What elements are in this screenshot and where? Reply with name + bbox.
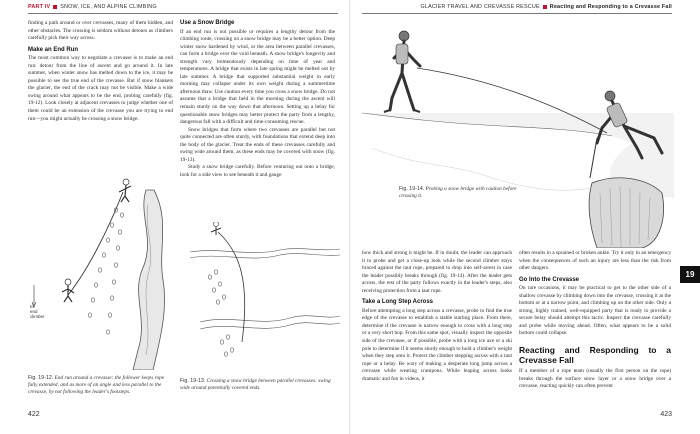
left-running-header (28, 4, 157, 16)
part-title: SNOW, ICE, AND ALPINE CLIMBING (60, 4, 157, 10)
chapter-title: GLACIER TRAVEL AND CREVASSE RESCUE (420, 4, 540, 10)
probe-pole (590, 138, 597, 178)
header-square-icon (543, 5, 547, 9)
footprints-follower (88, 208, 123, 334)
gutter (349, 0, 351, 434)
header-rule-right (362, 13, 672, 14)
page-number-left: 422 (28, 411, 40, 418)
right-column-1 (362, 250, 512, 383)
fig-19-13-illustration (180, 222, 340, 372)
climber-follower (62, 279, 74, 302)
caption-text: Crossing a snow bridge between parallel crevasses: swing wide around potentially covered ends. (180, 378, 331, 391)
crevasse-upper-edge (190, 254, 340, 258)
part-label: PART IV (28, 4, 51, 10)
left-column-2 (180, 20, 335, 179)
fig-label-end: end (30, 309, 38, 314)
paragraph: On rare occasions, it may be practical to get to the other side of a shallow crevasse by climbing down into the crevasse, crossing it at the bottom or at a narrow point, and climbing up on the other side. Only a strong, highly trained, well-equipped party that is ready to provide a secure belay should attempt this tactic. Inspect the crevasse carefully and probe while moving ahead. Often, what appears to be a solid bottom could collapse. (519, 285, 671, 337)
fig-19-14-illustration (362, 18, 674, 248)
page-number-right: 423 (660, 411, 672, 418)
header-square-icon (53, 5, 57, 9)
fig-19-13-caption (180, 378, 335, 392)
crevasse-upper-edge (190, 249, 340, 253)
heading-long-step: Take a Long Step Across (362, 299, 434, 306)
fig-label-to: to (30, 304, 34, 309)
fig-19-14-caption (399, 186, 519, 200)
right-column-2 (519, 250, 671, 391)
heading-snow-bridge: Use a Snow Bridge (180, 20, 235, 26)
paragraph: If a member of a rope team (usually the first person on the rope) breaks through the surface snow layer or a snow bridge over a crevasse, reacting quickly can often prevent (519, 368, 671, 390)
rope (68, 192, 123, 295)
climber-belayer (384, 31, 420, 112)
paragraph: The most common way to negotiate a crevasse is to make an end run: detour from the line of ascent and go around it. In late summer, when winter snow has melted down to the ice, it may be possible to see the true end of the crevasse. But if snow blankets the glacier, the end of the crack may not be visible. Make a wide swing around what appears to be the end, probing carefully (fig. 19-12). Look closely at adjacent crevasses to judge whether one of them could be an extension of the crevasse you are trying to end run—you might actually be crossing a snow bridge. (28, 55, 173, 122)
left-column-1 (28, 20, 173, 123)
paragraph: finding a path around or over crevasses, many of them hidden, and other obstacles. The crossing is seldom without detours as climbers carefully pick their way across. (28, 20, 173, 42)
heading-end-run: Make an End Run (28, 46, 79, 53)
footprints (208, 270, 233, 356)
crevasse-lower-edge (200, 316, 340, 322)
fig-label-climber: climber (30, 314, 45, 319)
heading-into-crevasse: Go Into the Crevasse (519, 276, 580, 283)
crevasse-shape (133, 190, 165, 370)
caption-text: Probing a snow bridge with caution before crossing it. (399, 186, 517, 199)
paragraph: If an end run is not possible or requires a lengthy detour from the climbing route, crossing on a snow bridge may be a better option. Deep winter snow hardened by wind, or the area between parallel crevasses, can form a bridge over the void beneath. A snow bridge's longevity and strength vary tremendously depending on time of year and temperatures. A bridge that exists in late spring might be melted out by late summer. A bridge that supported substantial weight in early morning may collapse under its own weight during a summertime afternoon thaw. Use caution every time you cross a snow bridge. Do not assume that a bridge that held in the morning during the ascent will remain sturdy on the way down that afternoon. Setting up a belay for questionable snow bridges may better protect the party from a lengthy, dangerous fall with a difficult and time-consuming rescue. (180, 28, 335, 126)
caption-number: Fig. 19-14. (399, 186, 425, 192)
paragraph: Study a snow bridge carefully. Before venturing out onto a bridge, look for a side view to see beneath it and gauge (180, 164, 335, 178)
rope (218, 232, 245, 342)
paragraph: how thick and strong it might be. If in doubt, the leader can approach it to probe and get a close-up look while the second climber stays braced against the taut rope, prepared to drop into self-arrest in case the leader possibly breaks through (fig. 19-14). After the leader gets across, the rest of the party follows exactly in the leader's steps, also receiving protection from a taut rope. (362, 250, 512, 294)
paragraph: often results in a sprained or broken ankle. Try it only in an emergency when the consequences of such an injury are less than the risk from other dangers. (519, 250, 671, 272)
snow-shading (372, 148, 592, 190)
chapter-tab: 19 (680, 266, 700, 283)
paragraph: Snow bridges that form where two crevasses are parallel but not quite connected are often sturdy, with foundations that extend deep into the body of the glacier. Treat the ends of these crevasses carefully and swing wide around them, as these ends may be covered with snow (fig. 19-13). (180, 126, 335, 163)
fig-19-12-caption (28, 375, 173, 396)
section-heading-crevasse-fall: Reacting and Responding to a Crevasse Fall (519, 345, 671, 365)
right-running-header (421, 4, 672, 16)
caption-number: Fig. 19-13. (180, 378, 206, 384)
crevasse-opening (589, 178, 663, 248)
paragraph: Before attempting a long step across a crevasse, probe to find the true edge of the crevasse to establish a stable starting place. From there, determine if the crevasse is narrow enough to cross with a long step or a very short hop. From this same spot, visually inspect the opposite side of the crevasse, or if possible, probe with a long ice axe or a ski pole to determine if it seems sturdy enough to hold a climber's weight when they step onto it. Protect the climber stepping across with a taut rope or a belay. Be wary of making a desperate long jump across a crevasse while wearing crampons. While leaping across looks dramatic and fun in videos, it (362, 307, 512, 382)
header-rule-left (28, 13, 338, 14)
caption-text: End run around a crevasse: the follower keeps rope fully extended, and as more of an angle and less parallel to the crevasse, by not following the leader's footsteps. (28, 375, 165, 395)
caption-number: Fig. 19-12. (28, 375, 54, 381)
section-title: Reacting and Responding to a Crevasse Fall (549, 4, 672, 10)
crevasse-lower-edge (200, 323, 340, 329)
fig-19-12-illustration (28, 170, 178, 370)
